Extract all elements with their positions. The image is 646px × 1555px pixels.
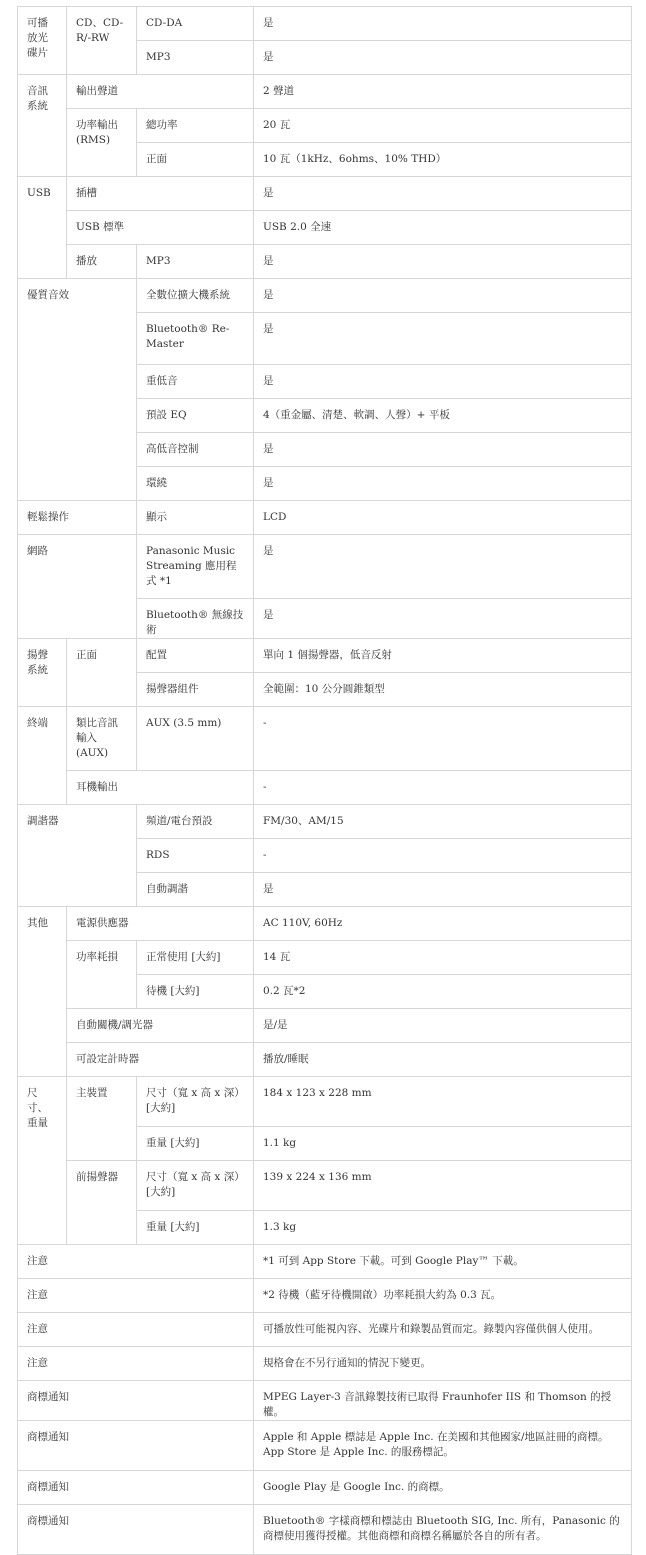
table-row xyxy=(18,1471,632,1505)
table-cell: 尺寸（寬 x 高 x 深）[大約] xyxy=(137,1077,254,1127)
table-cell: 單向 1 個揚聲器，低音反射 xyxy=(254,639,632,673)
table-cell: 139 x 224 x 136 mm xyxy=(254,1161,632,1211)
table-cell: 184 x 123 x 228 mm xyxy=(254,1077,632,1127)
table-cell: 是 xyxy=(254,467,632,501)
table-cell: 是/是 xyxy=(254,1009,632,1043)
table-cell: 自動關機/調光器 xyxy=(67,1009,254,1043)
table-cell: 商標通知 xyxy=(18,1471,254,1505)
table-cell: 其他 xyxy=(18,907,67,1077)
table-cell: RDS xyxy=(137,839,254,873)
table-cell: 是 xyxy=(254,535,632,599)
table-cell: 20 瓦 xyxy=(254,109,632,143)
table-row xyxy=(18,1347,632,1381)
table-row xyxy=(18,279,632,313)
table-cell: 是 xyxy=(254,433,632,467)
table-cell: 14 瓦 xyxy=(254,941,632,975)
table-cell: 注意 xyxy=(18,1347,254,1381)
table-cell: 類比音訊輸入 (AUX) xyxy=(67,707,137,771)
table-cell: 播放/睡眠 xyxy=(254,1043,632,1077)
table-cell: 揚聲器組件 xyxy=(137,673,254,707)
table-cell: 全範圍：10 公分圓錐類型 xyxy=(254,673,632,707)
table-cell: 功率輸出 (RMS) xyxy=(67,109,137,177)
table-row xyxy=(18,1279,632,1313)
table-cell: 正面 xyxy=(137,143,254,177)
table-cell: 可播放光碟片 xyxy=(18,7,67,75)
table-cell: 是 xyxy=(254,365,632,399)
spec-table xyxy=(17,6,632,1555)
table-row xyxy=(18,771,632,805)
table-row xyxy=(18,7,632,41)
table-cell: AUX (3.5 mm) xyxy=(137,707,254,771)
table-cell: 頻道/電台預設 xyxy=(137,805,254,839)
table-cell: 尺寸（寬 x 高 x 深）[大約] xyxy=(137,1161,254,1211)
table-cell: USB 2.0 全速 xyxy=(254,211,632,245)
table-cell: CD-DA xyxy=(137,7,254,41)
table-cell: 商標通知 xyxy=(18,1381,254,1421)
table-cell: 揚聲系統 xyxy=(18,639,67,707)
table-cell: 是 xyxy=(254,245,632,279)
table-row xyxy=(18,707,632,771)
table-row xyxy=(18,1245,632,1279)
table-cell: 重低音 xyxy=(137,365,254,399)
table-row xyxy=(18,1421,632,1471)
table-cell: 正常使用 [大約] xyxy=(137,941,254,975)
table-cell: CD、CD-R/-RW xyxy=(67,7,137,75)
table-cell: 注意 xyxy=(18,1313,254,1347)
table-cell: MP3 xyxy=(137,245,254,279)
table-row xyxy=(18,639,632,673)
table-cell: 顯示 xyxy=(137,501,254,535)
table-cell: 1.3 kg xyxy=(254,1211,632,1245)
table-cell: Bluetooth® Re-Master xyxy=(137,313,254,365)
table-cell: 優質音效 xyxy=(18,279,137,501)
table-cell: 是 xyxy=(254,873,632,907)
table-cell: MP3 xyxy=(137,41,254,75)
table-cell: 注意 xyxy=(18,1245,254,1279)
table-cell: 網路 xyxy=(18,535,137,639)
table-cell: *2 待機（藍牙待機開啟）功率耗損大約為 0.3 瓦。 xyxy=(254,1279,632,1313)
table-cell: 10 瓦（1kHz、6ohms、10% THD） xyxy=(254,143,632,177)
table-cell: 4（重金屬、清楚、軟調、人聲）+ 平板 xyxy=(254,399,632,433)
table-row xyxy=(18,245,632,279)
table-row xyxy=(18,211,632,245)
table-cell: FM/30、AM/15 xyxy=(254,805,632,839)
table-row xyxy=(18,535,632,599)
table-cell: 重量 [大約] xyxy=(137,1127,254,1161)
table-row xyxy=(18,941,632,975)
table-row xyxy=(18,1043,632,1077)
table-cell: 注意 xyxy=(18,1279,254,1313)
table-cell: 音訊系統 xyxy=(18,75,67,177)
table-cell: 規格會在不另行通知的情況下變更。 xyxy=(254,1347,632,1381)
table-cell: 功率耗損 xyxy=(67,941,137,1009)
table-cell: 商標通知 xyxy=(18,1505,254,1555)
table-cell: 主裝置 xyxy=(67,1077,137,1161)
table-cell: 電源供應器 xyxy=(67,907,254,941)
table-cell: 是 xyxy=(254,7,632,41)
table-cell: 配置 xyxy=(137,639,254,673)
table-cell: 0.2 瓦*2 xyxy=(254,975,632,1009)
table-cell: 2 聲道 xyxy=(254,75,632,109)
table-cell: - xyxy=(254,771,632,805)
table-cell: 自動調諧 xyxy=(137,873,254,907)
table-cell: USB xyxy=(18,177,67,279)
table-row xyxy=(18,1077,632,1127)
table-row xyxy=(18,501,632,535)
table-cell: 預設 EQ xyxy=(137,399,254,433)
table-cell: 全數位擴大機系統 xyxy=(137,279,254,313)
table-row xyxy=(18,1381,632,1421)
table-cell: 可設定計時器 xyxy=(67,1043,254,1077)
table-cell: 耳機輸出 xyxy=(67,771,254,805)
table-row xyxy=(18,1313,632,1347)
table-cell: 尺寸、重量 xyxy=(18,1077,67,1245)
table-row xyxy=(18,907,632,941)
table-cell: - xyxy=(254,839,632,873)
table-cell: - xyxy=(254,707,632,771)
table-cell: 調諧器 xyxy=(18,805,137,907)
table-cell: LCD xyxy=(254,501,632,535)
table-cell: 商標通知 xyxy=(18,1421,254,1471)
table-cell: 終端 xyxy=(18,707,67,805)
table-cell: 輸出聲道 xyxy=(67,75,254,109)
table-cell: Bluetooth® 字樣商標和標誌由 Bluetooth SIG, Inc. 所有，Panasonic 的商標使用獲得授權。其他商標和商標名稱屬於各自的所有者。 xyxy=(254,1505,632,1555)
table-cell: 是 xyxy=(254,41,632,75)
table-row xyxy=(18,1505,632,1555)
table-row xyxy=(18,1009,632,1043)
table-cell: 高低音控制 xyxy=(137,433,254,467)
table-cell: 是 xyxy=(254,177,632,211)
table-cell: USB 標準 xyxy=(67,211,254,245)
table-cell: 待機 [大約] xyxy=(137,975,254,1009)
table-cell: 環繞 xyxy=(137,467,254,501)
table-cell: 總功率 xyxy=(137,109,254,143)
table-cell: 可播放性可能視內容、光碟片和錄製品質而定。錄製內容僅供個人使用。 xyxy=(254,1313,632,1347)
table-cell: 是 xyxy=(254,599,632,639)
table-cell: 插槽 xyxy=(67,177,254,211)
table-cell: 播放 xyxy=(67,245,137,279)
table-cell: Google Play 是 Google Inc. 的商標。 xyxy=(254,1471,632,1505)
table-cell: *1 可到 App Store 下載。可到 Google Play™ 下載。 xyxy=(254,1245,632,1279)
table-row xyxy=(18,1161,632,1211)
table-cell: Bluetooth® 無線技術 xyxy=(137,599,254,639)
table-cell: Panasonic Music Streaming 應用程式 *1 xyxy=(137,535,254,599)
table-cell: 正面 xyxy=(67,639,137,707)
table-cell: 重量 [大約] xyxy=(137,1211,254,1245)
table-cell: 前揚聲器 xyxy=(67,1161,137,1245)
table-cell: 輕鬆操作 xyxy=(18,501,137,535)
table-cell: MPEG Layer-3 音訊錄製技術已取得 Fraunhofer IIS 和 Thomson 的授權。 xyxy=(254,1381,632,1421)
table-row xyxy=(18,109,632,143)
table-row xyxy=(18,75,632,109)
table-cell: AC 110V, 60Hz xyxy=(254,907,632,941)
table-cell: 1.1 kg xyxy=(254,1127,632,1161)
spec-table-body xyxy=(18,7,632,1555)
table-row xyxy=(18,177,632,211)
table-cell: Apple 和 Apple 標誌是 Apple Inc. 在美國和其他國家/地區註冊的商標。App Store 是 Apple Inc. 的服務標記。 xyxy=(254,1421,632,1471)
table-cell: 是 xyxy=(254,313,632,365)
table-cell: 是 xyxy=(254,279,632,313)
table-row xyxy=(18,805,632,839)
